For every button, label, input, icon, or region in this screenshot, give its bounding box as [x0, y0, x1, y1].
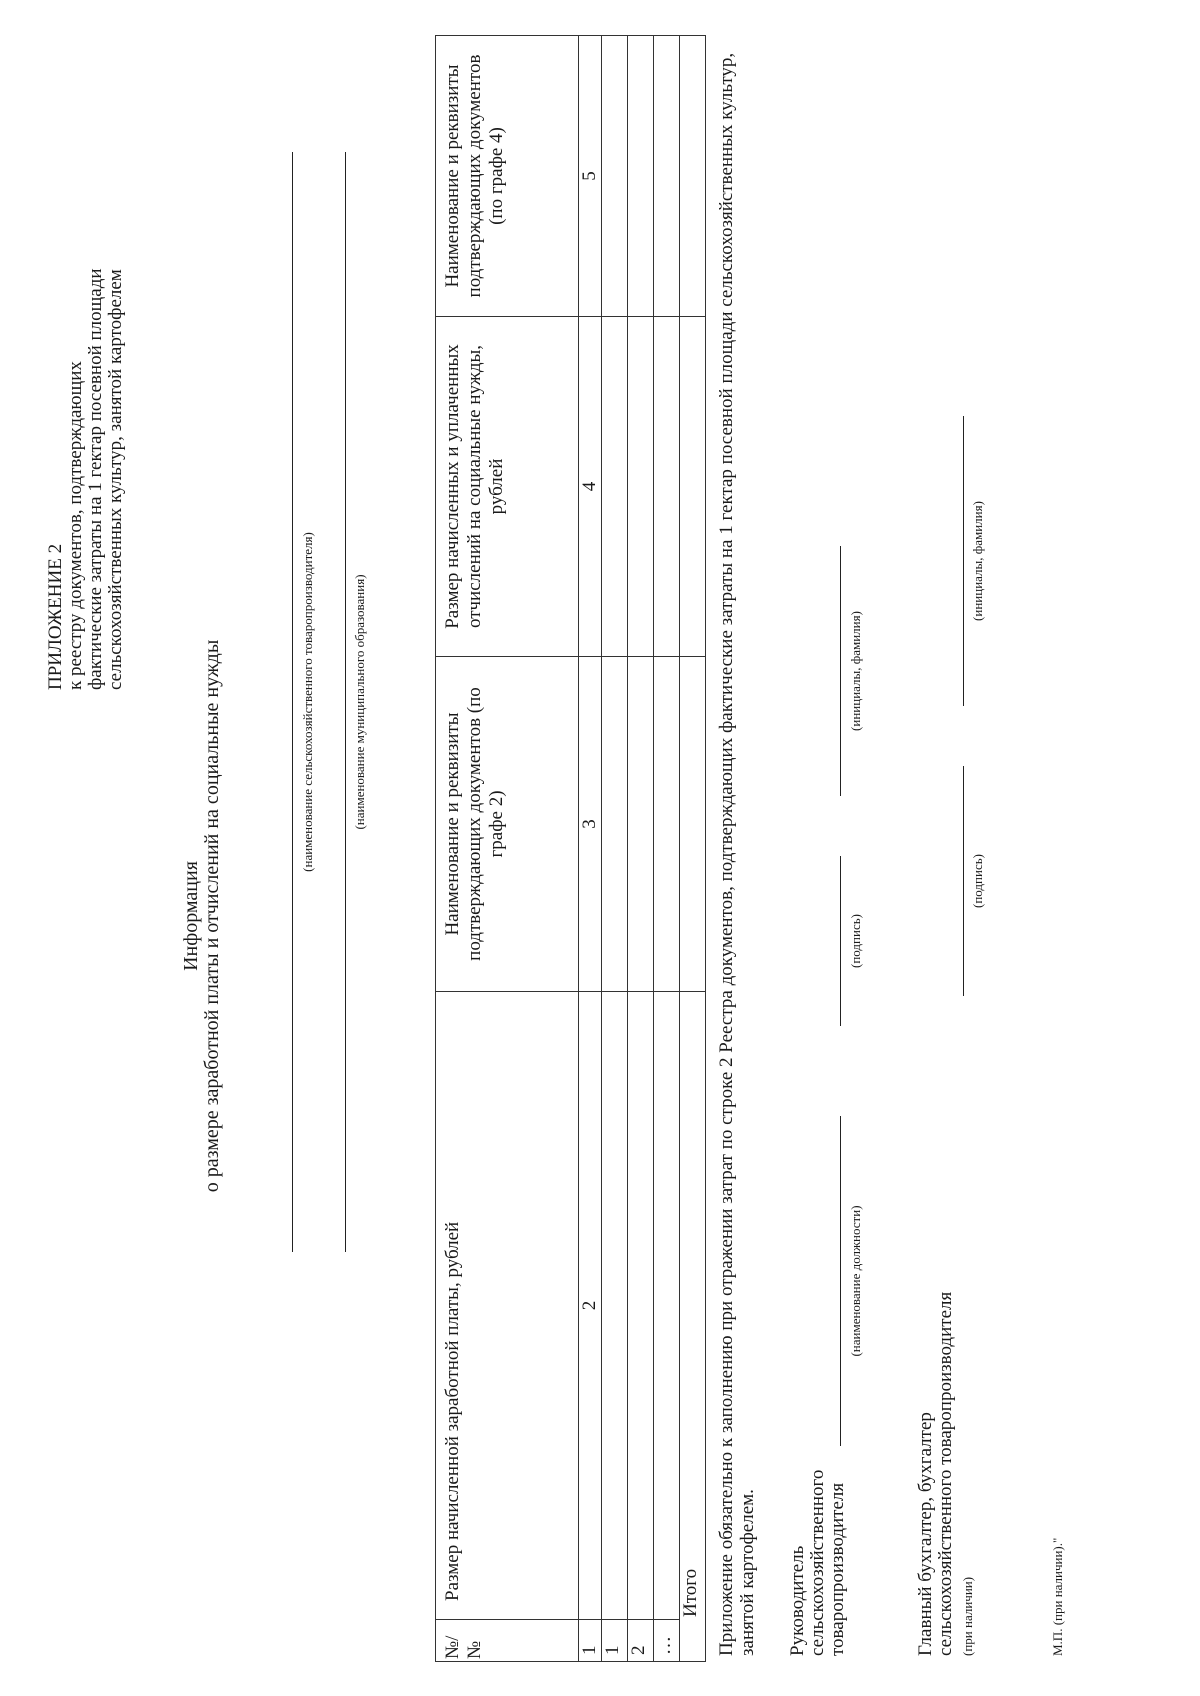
table-row: [628, 36, 654, 1662]
total-label: Итого: [680, 992, 706, 1662]
head-label: [788, 1470, 848, 1656]
document-subtitle: о размере заработной платы и отчислений на социальные нужды: [201, 639, 223, 1193]
row-number: 2: [628, 1620, 654, 1662]
table-row: [654, 36, 680, 1662]
contribution-docs-cell[interactable]: [654, 36, 680, 317]
head-label-line: Руководитель: [787, 1545, 808, 1656]
total-row: [680, 36, 706, 1662]
municipality-caption: (наименование муниципального образования): [352, 574, 367, 830]
column-number: 1: [579, 1620, 602, 1662]
producer-caption: (наименование сельскохозяйственного товаропроизводителя): [300, 532, 315, 872]
appendix-line: фактические затраты на 1 гектар посевной площади: [85, 268, 106, 690]
header-contribution-docs: Наименование и реквизиты подтверждающих документов (по графе 4): [436, 36, 579, 317]
appendix-header: [46, 268, 126, 690]
row-number: 1: [602, 1620, 628, 1662]
salary-docs-cell[interactable]: [628, 657, 654, 992]
header-social-contributions: Размер начисленных и уплаченных отчислений на социальные нужды, рублей: [436, 317, 579, 657]
accountant-signature-caption: (подпись): [970, 854, 985, 908]
header-salary-docs: Наименование и реквизиты подтверждающих документов (по графе 2): [436, 657, 579, 992]
document-title: Информация: [180, 861, 202, 971]
head-signature-line[interactable]: [840, 856, 841, 1026]
column-number: 5: [579, 36, 602, 317]
table-header-row: [436, 36, 579, 1662]
column-number-row: [579, 36, 602, 1662]
head-signature-caption: (подпись): [848, 914, 863, 968]
accountant-label-note: (при наличии): [960, 1576, 975, 1656]
salary-docs-cell[interactable]: [680, 657, 706, 992]
header-number: №/ №: [436, 1620, 579, 1662]
appendix-line: сельскохозяйственных культур, занятой картофелем: [105, 269, 126, 690]
column-number: 4: [579, 317, 602, 657]
salary-cell[interactable]: [654, 992, 680, 1620]
contribution-docs-cell[interactable]: [628, 36, 654, 317]
contributions-cell[interactable]: [628, 317, 654, 657]
column-number: 2: [579, 992, 602, 1620]
salary-docs-cell[interactable]: [654, 657, 680, 992]
salary-cell[interactable]: [628, 992, 654, 1620]
head-label-line: товаропроизводителя: [827, 1482, 848, 1656]
accountant-signature-line[interactable]: [963, 766, 964, 996]
head-label-line: сельскохозяйственного: [807, 1469, 828, 1656]
contribution-docs-cell[interactable]: [602, 36, 628, 317]
appendix-line: к реестру документов, подтверждающих: [65, 361, 86, 690]
salary-docs-cell[interactable]: [602, 657, 628, 992]
table-note: Приложение обязательно к заполнению при отражении затрат по строке 2 Реестра документов, подтверждающих фактические затраты на 1 гектар посевной площади сельскохозяйственных культур, занятой картофелем.: [716, 52, 758, 1656]
producer-name-line: [292, 152, 293, 1252]
table-row: [602, 36, 628, 1662]
stamp-note: М.П. (при наличии).": [1050, 1537, 1065, 1656]
accountant-label-line: сельскохозяйственного товаропроизводителя: [935, 1291, 956, 1656]
contributions-cell[interactable]: [602, 317, 628, 657]
accountant-name-caption: (инициалы, фамилия): [970, 501, 985, 621]
head-name-line[interactable]: [840, 546, 841, 796]
appendix-title: ПРИЛОЖЕНИЕ 2: [45, 543, 66, 690]
salary-table: [435, 35, 706, 1662]
head-position-caption: (наименование должности): [848, 1205, 863, 1357]
accountant-name-line[interactable]: [963, 416, 964, 706]
row-number: …: [654, 1620, 680, 1662]
header-salary: Размер начисленной заработной платы, рублей: [436, 992, 579, 1620]
head-position-line[interactable]: [840, 1116, 841, 1446]
salary-cell[interactable]: [602, 992, 628, 1620]
accountant-label: [916, 1292, 978, 1656]
head-name-caption: (инициалы, фамилия): [848, 611, 863, 731]
contribution-docs-cell[interactable]: [680, 36, 706, 317]
accountant-label-line: Главный бухгалтер, бухгалтер: [915, 1412, 936, 1656]
contributions-cell[interactable]: [654, 317, 680, 657]
contributions-cell[interactable]: [680, 317, 706, 657]
municipality-name-line: [345, 152, 346, 1252]
column-number: 3: [579, 657, 602, 992]
